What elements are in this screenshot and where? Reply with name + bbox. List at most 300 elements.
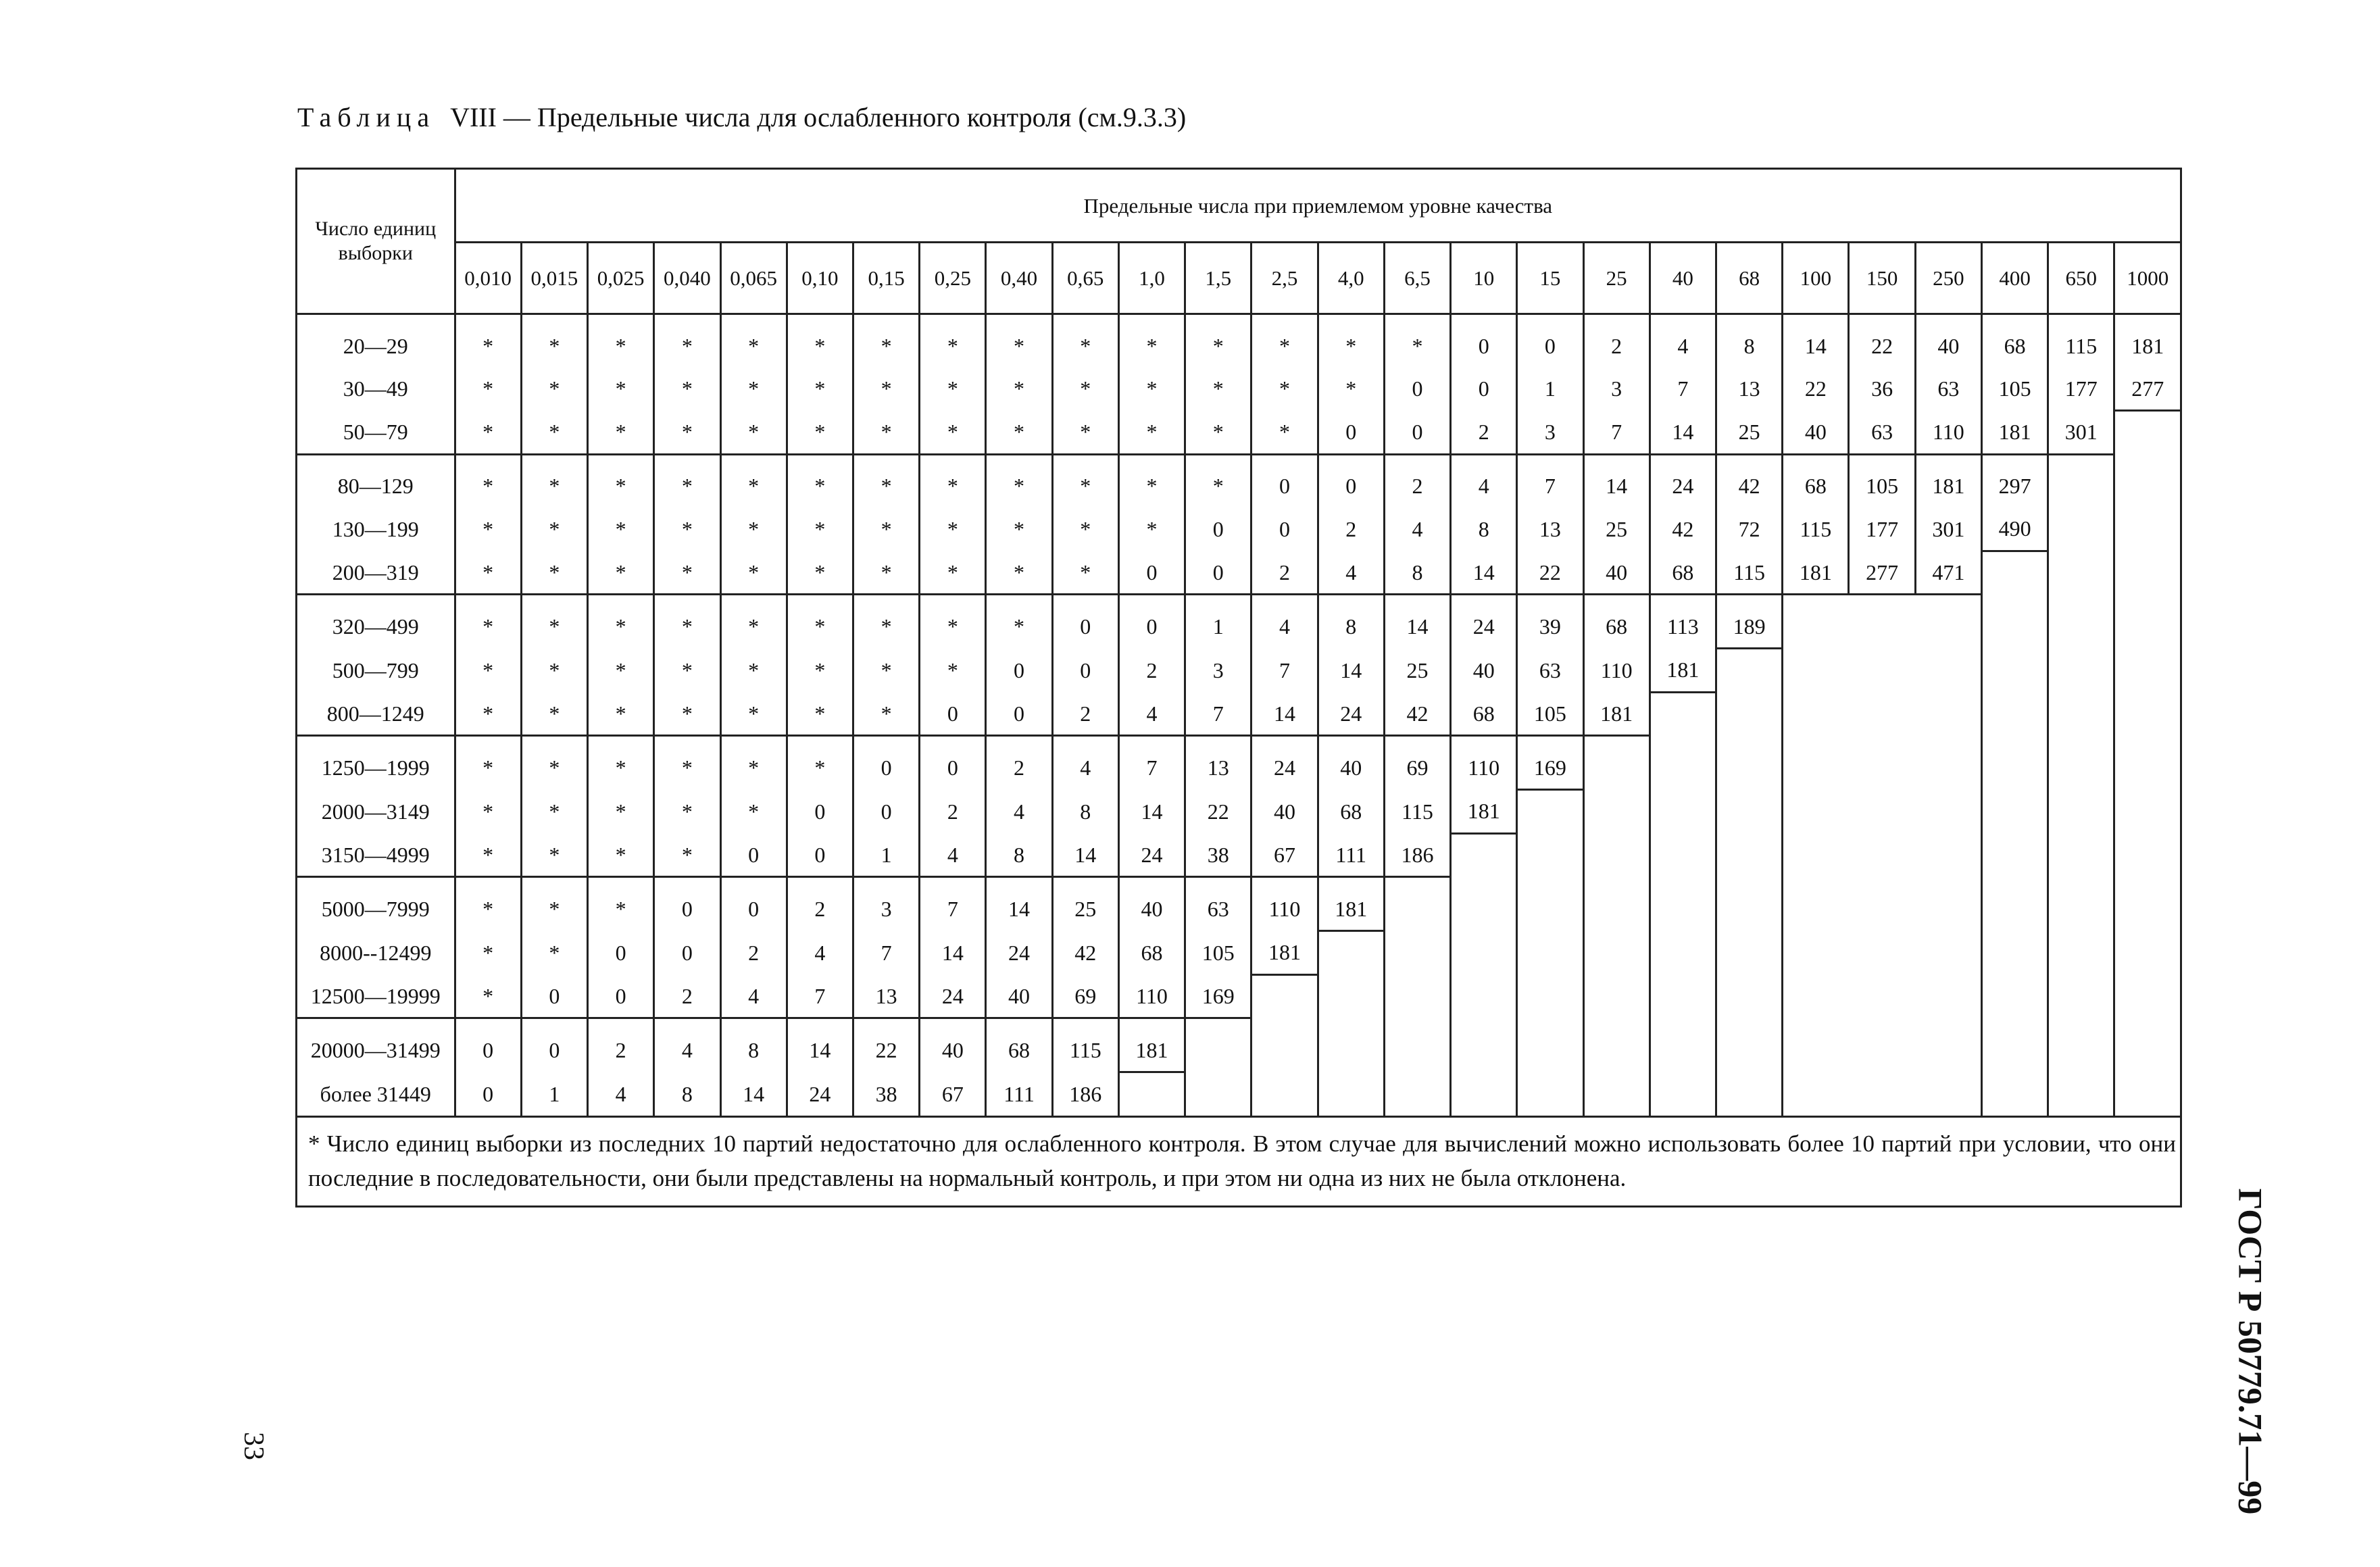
limit-number-cell: * [521, 367, 587, 411]
limit-number-cell: * [521, 454, 587, 507]
aql-level: 1000 [2114, 243, 2181, 314]
limit-number-cell: * [787, 454, 853, 507]
limit-number-cell: * [521, 551, 587, 595]
table-row [297, 931, 2181, 975]
aql-level: 25 [1583, 243, 1650, 314]
limit-number-cell: 24 [1318, 692, 1384, 736]
limit-number-cell: 24 [1251, 736, 1318, 790]
limit-number-cell: * [1185, 367, 1251, 411]
limit-number-cell: * [1251, 411, 1318, 455]
limit-number-cell: 3 [1185, 649, 1251, 693]
limit-number-cell: * [720, 314, 787, 368]
limit-number-cell: 181 [1981, 411, 2048, 455]
limit-number-cell: 105 [1517, 692, 1583, 736]
limit-number-cell: 0 [1052, 649, 1118, 693]
limit-number-cell: * [986, 411, 1052, 455]
limit-number-cell: * [654, 507, 720, 551]
limit-number-cell: * [455, 454, 521, 507]
limit-number-cell: 2 [1384, 454, 1450, 507]
limit-number-cell: * [1052, 551, 1118, 595]
limit-number-cell: 177 [1849, 507, 1915, 551]
limit-number-cell: 67 [1251, 833, 1318, 877]
limit-number-cell: * [720, 551, 787, 595]
limit-number-cell: 14 [1052, 833, 1118, 877]
limit-number-cell: * [920, 411, 986, 455]
limit-number-cell: 0 [1251, 507, 1318, 551]
aql-level: 400 [1981, 243, 2048, 314]
limit-number-cell: 181 [2114, 314, 2181, 368]
limit-number-cell: 181 [1251, 931, 1318, 975]
limit-number-cell: 13 [1185, 736, 1251, 790]
limit-number-cell: * [1318, 367, 1384, 411]
limit-number-cell: * [853, 649, 919, 693]
limit-number-cell: 14 [1251, 692, 1318, 736]
limit-number-cell: * [455, 974, 521, 1018]
limit-number-cell: * [720, 507, 787, 551]
limit-number-cell: 0 [1517, 314, 1583, 368]
table-row [297, 411, 2181, 455]
limit-number-cell: * [455, 649, 521, 693]
limit-number-cell: 24 [920, 974, 986, 1018]
standard-id [2210, 1162, 2291, 1541]
sample-size-cell: 80—129 [297, 454, 455, 507]
limit-number-cell: * [654, 367, 720, 411]
aql-level: 1,0 [1118, 243, 1185, 314]
limit-number-cell: 115 [1783, 507, 1849, 551]
limit-number-cell: * [1118, 454, 1185, 507]
limit-number-cell: 0 [1318, 411, 1384, 455]
limit-number-cell: * [986, 314, 1052, 368]
limit-number-cell: 7 [853, 931, 919, 975]
limit-number-cell: 0 [853, 790, 919, 834]
limit-number-cell: 0 [1251, 454, 1318, 507]
limit-number-cell: * [521, 314, 587, 368]
limit-number-cell: * [588, 507, 654, 551]
aql-level: 0,015 [521, 243, 587, 314]
limit-number-cell: * [521, 649, 587, 693]
limit-number-cell: 8 [1716, 314, 1783, 368]
limit-number-cell: 13 [1517, 507, 1583, 551]
limit-number-cell: 277 [1849, 551, 1915, 595]
limit-number-cell: 2 [1583, 314, 1650, 368]
limit-number-cell: 4 [1650, 314, 1716, 368]
limit-number-cell: * [588, 790, 654, 834]
limit-number-cell: * [787, 367, 853, 411]
table-row [297, 314, 2181, 368]
limit-number-cell: 0 [521, 1018, 587, 1072]
limit-number-cell: 14 [920, 931, 986, 975]
table-row [297, 1018, 2181, 1072]
limit-number-cell: 7 [1650, 367, 1716, 411]
table-row [297, 1072, 2181, 1117]
limit-number-cell: 22 [1783, 367, 1849, 411]
limit-number-cell: 181 [1783, 551, 1849, 595]
limit-number-cell: 13 [1716, 367, 1783, 411]
sample-size-cell: 5000—7999 [297, 877, 455, 931]
limit-number-cell: 2 [1052, 692, 1118, 736]
limit-number-cell: * [787, 551, 853, 595]
limit-number-cell: * [720, 649, 787, 693]
limit-number-cell: * [654, 411, 720, 455]
limit-number-cell: * [588, 551, 654, 595]
limit-number-cell: * [654, 551, 720, 595]
limit-number-cell: * [455, 507, 521, 551]
limit-number-cell: 7 [1583, 411, 1650, 455]
limit-number-cell: 63 [1185, 877, 1251, 931]
limit-number-cell: * [521, 833, 587, 877]
limit-number-cell: 0 [920, 692, 986, 736]
limit-number-cell: 111 [986, 1072, 1052, 1117]
limit-number-cell: 63 [1915, 367, 1981, 411]
limit-number-cell: 14 [1318, 649, 1384, 693]
limit-number-cell: 42 [1384, 692, 1450, 736]
limit-number-cell: * [986, 367, 1052, 411]
limit-number-cell: 67 [920, 1072, 986, 1117]
limit-number-cell: 13 [853, 974, 919, 1018]
sample-size-cell: 3150—4999 [297, 833, 455, 877]
limit-number-cell: 111 [1318, 833, 1384, 877]
limit-number-cell: 8 [1451, 507, 1517, 551]
limit-number-cell: * [521, 877, 587, 931]
limit-number-cell: 177 [2048, 367, 2114, 411]
aql-level: 4,0 [1318, 243, 1384, 314]
limit-number-cell: 24 [1118, 833, 1185, 877]
limit-number-cell: 4 [1318, 551, 1384, 595]
limit-number-cell: * [455, 692, 521, 736]
limit-number-cell: 14 [1451, 551, 1517, 595]
limit-number-cell: * [920, 454, 986, 507]
limit-number-cell: 0 [521, 974, 587, 1018]
aql-level: 150 [1849, 243, 1915, 314]
caption-label: Таблица [297, 102, 436, 132]
limit-number-cell: * [455, 931, 521, 975]
limit-number-cell: 115 [2048, 314, 2114, 368]
limit-number-cell: 68 [1451, 692, 1517, 736]
limit-number-cell: 68 [1650, 551, 1716, 595]
limit-number-cell: 0 [787, 833, 853, 877]
table-row [297, 649, 2181, 693]
limit-number-cell: * [787, 736, 853, 790]
limit-number-cell: 63 [1849, 411, 1915, 455]
limit-number-cell: 301 [1915, 507, 1981, 551]
limit-number-cell: 68 [1318, 790, 1384, 834]
limit-number-cell: * [521, 595, 587, 649]
limit-number-cell: * [1384, 314, 1450, 368]
limit-number-cell: 186 [1052, 1072, 1118, 1117]
limit-number-cell: * [920, 551, 986, 595]
aql-level: 0,065 [720, 243, 787, 314]
limit-number-cell: 181 [1583, 692, 1650, 736]
limit-number-cell: 490 [1981, 507, 2048, 551]
limit-number-cell: 72 [1716, 507, 1783, 551]
limit-number-cell: * [853, 411, 919, 455]
limit-number-cell: * [654, 454, 720, 507]
limit-number-cell: * [853, 454, 919, 507]
limit-number-cell: 25 [1716, 411, 1783, 455]
limit-number-cell: 2 [588, 1018, 654, 1072]
limit-number-cell: * [1052, 411, 1118, 455]
limit-number-cell: 42 [1052, 931, 1118, 975]
limit-number-cell: 189 [1716, 595, 1783, 649]
limit-number-cell: * [720, 454, 787, 507]
limit-number-cell: * [1251, 314, 1318, 368]
limit-number-cell: 0 [787, 790, 853, 834]
sample-size-cell: 12500—19999 [297, 974, 455, 1018]
caption-title: VIII — Предельные числа для ослабленного контроля (см.9.3.3) [450, 102, 1187, 132]
table-row [297, 454, 2181, 507]
limit-number-cell: 25 [1583, 507, 1650, 551]
limit-number-cell: 63 [1517, 649, 1583, 693]
table-row [297, 692, 2181, 736]
aql-header: Предельные числа при приемлемом уровне качества [455, 169, 2181, 243]
limit-number-cell: 24 [1650, 454, 1716, 507]
limit-number-cell: 115 [1716, 551, 1783, 595]
sample-size-cell: 20000—31499 [297, 1018, 455, 1072]
limit-number-cell: 68 [1981, 314, 2048, 368]
limit-number-cell: 0 [588, 974, 654, 1018]
limit-number-cell: * [720, 790, 787, 834]
limit-number-cell: 8 [986, 833, 1052, 877]
limit-number-cell: * [720, 595, 787, 649]
limit-number-cell: 110 [1451, 736, 1517, 790]
limit-number-cell: * [787, 649, 853, 693]
limit-number-cell: * [920, 595, 986, 649]
table-row [297, 877, 2181, 931]
limit-number-cell: 0 [1451, 314, 1517, 368]
limit-number-cell: * [521, 411, 587, 455]
limit-number-cell: * [521, 507, 587, 551]
limit-number-cell: 0 [1384, 411, 1450, 455]
limit-number-cell: 8 [1052, 790, 1118, 834]
limit-number-cell: 2 [654, 974, 720, 1018]
limit-number-cell: 69 [1384, 736, 1450, 790]
limit-number-cell: * [588, 833, 654, 877]
aql-level: 650 [2048, 243, 2114, 314]
limit-number-cell: 0 [1118, 595, 1185, 649]
limit-number-cell: * [588, 314, 654, 368]
limit-number-cell: * [654, 736, 720, 790]
limit-number-cell: * [588, 595, 654, 649]
limit-number-cell: 38 [853, 1072, 919, 1117]
limit-number-cell: 2 [920, 790, 986, 834]
limit-number-cell: 115 [1384, 790, 1450, 834]
limit-number-cell: * [986, 507, 1052, 551]
aql-level: 1,5 [1185, 243, 1251, 314]
sample-size-cell: 30—49 [297, 367, 455, 411]
limit-number-cell: 38 [1185, 833, 1251, 877]
limit-number-cell: 68 [1118, 931, 1185, 975]
table-row [297, 367, 2181, 411]
limit-number-cell: * [455, 551, 521, 595]
limit-number-cell: 181 [1915, 454, 1981, 507]
limit-number-cell: * [521, 692, 587, 736]
limit-number-cell: * [455, 411, 521, 455]
aql-level: 0,025 [588, 243, 654, 314]
limit-number-cell: * [920, 314, 986, 368]
aql-level: 0,40 [986, 243, 1052, 314]
aql-level: 0,010 [455, 243, 521, 314]
limit-number-cell: 40 [1251, 790, 1318, 834]
limit-number-cell: 181 [1650, 649, 1716, 693]
limit-number-cell: 110 [1251, 877, 1318, 931]
limit-number-cell: 0 [720, 877, 787, 931]
limit-number-cell: * [853, 551, 919, 595]
limit-number-cell: 4 [720, 974, 787, 1018]
aql-level: 100 [1783, 243, 1849, 314]
limit-number-cell: 0 [1318, 454, 1384, 507]
aql-level: 68 [1716, 243, 1783, 314]
limit-number-cell: 8 [1384, 551, 1450, 595]
limit-number-cell: 8 [720, 1018, 787, 1072]
limit-number-cell: 0 [720, 833, 787, 877]
limit-number-cell: 14 [720, 1072, 787, 1117]
limit-number-cell: 2 [986, 736, 1052, 790]
limit-number-cell: * [1185, 411, 1251, 455]
aql-level: 0,15 [853, 243, 919, 314]
limit-number-cell: * [654, 595, 720, 649]
limit-number-cell: 0 [1185, 507, 1251, 551]
table-row [297, 833, 2181, 877]
limit-number-cell: 14 [787, 1018, 853, 1072]
limit-number-cell: 7 [1251, 649, 1318, 693]
limit-number-cell: * [853, 692, 919, 736]
page-number-text: 33 [238, 1432, 269, 1460]
limit-number-cell: * [787, 411, 853, 455]
limit-number-cell: 8 [1318, 595, 1384, 649]
limit-number-cell: 471 [1915, 551, 1981, 595]
limit-number-cell: * [588, 692, 654, 736]
limit-number-cell: 36 [1849, 367, 1915, 411]
limit-number-cell: 40 [1451, 649, 1517, 693]
limit-number-cell: 186 [1384, 833, 1450, 877]
sample-size-cell: 20—29 [297, 314, 455, 368]
aql-level: 0,040 [654, 243, 720, 314]
limit-number-cell: 40 [1783, 411, 1849, 455]
limit-number-cell: * [588, 877, 654, 931]
limit-number-cell: 25 [1052, 877, 1118, 931]
limit-number-cell: 277 [2114, 367, 2181, 411]
sample-size-cell: 2000—3149 [297, 790, 455, 834]
limit-number-cell: 2 [720, 931, 787, 975]
sample-size-cell: 800—1249 [297, 692, 455, 736]
sample-size-cell: 130—199 [297, 507, 455, 551]
limit-number-cell: 105 [1849, 454, 1915, 507]
table-row [297, 974, 2181, 1018]
limit-number-cell: 68 [986, 1018, 1052, 1072]
limit-number-cell: * [853, 507, 919, 551]
limit-number-cell: 4 [1451, 454, 1517, 507]
limit-number-cell: * [588, 649, 654, 693]
limit-number-cell: 0 [986, 649, 1052, 693]
sample-size-cell: 50—79 [297, 411, 455, 455]
limit-number-cell: 22 [1185, 790, 1251, 834]
limit-number-cell: 0 [654, 877, 720, 931]
aql-level: 2,5 [1251, 243, 1318, 314]
table-footnote: * Число единиц выборки из последних 10 партий недостаточно для ослабленного контроля. В этом случае для вычислений можно использовать более 10 партий при условии, что они последние в последовательности, они были представлены на нормальный контроль, и при этом ни одна из них не была отклонена. [297, 1117, 2181, 1207]
limit-number-cell: 3 [853, 877, 919, 931]
limit-number-cell: 24 [986, 931, 1052, 975]
limit-number-cell: 7 [1517, 454, 1583, 507]
limit-number-cell: 0 [920, 736, 986, 790]
limit-numbers-table [295, 168, 2182, 1208]
limit-number-cell: 2 [1118, 649, 1185, 693]
limit-number-cell: * [920, 507, 986, 551]
limit-number-cell: * [654, 833, 720, 877]
limit-number-cell: 4 [1251, 595, 1318, 649]
limit-number-cell: * [787, 595, 853, 649]
limit-number-cell: * [588, 736, 654, 790]
limit-number-cell: 0 [986, 692, 1052, 736]
aql-level: 0,10 [787, 243, 853, 314]
limit-number-cell: 22 [1517, 551, 1583, 595]
limit-number-cell: * [1118, 411, 1185, 455]
limit-number-cell: 40 [1118, 877, 1185, 931]
limit-number-cell: 7 [1185, 692, 1251, 736]
sample-size-header: Число единиц выборки [297, 169, 455, 314]
table-row [297, 595, 2181, 649]
limit-number-cell: * [787, 692, 853, 736]
limit-number-cell: 40 [1583, 551, 1650, 595]
table-row [297, 551, 2181, 595]
limit-number-cell: 3 [1517, 411, 1583, 455]
limit-number-cell: * [720, 411, 787, 455]
limit-number-cell: * [1118, 314, 1185, 368]
limit-number-cell: * [720, 692, 787, 736]
table-row [297, 736, 2181, 790]
limit-number-cell: 0 [654, 931, 720, 975]
limit-number-cell: * [521, 736, 587, 790]
limit-number-cell: * [986, 595, 1052, 649]
limit-number-cell: 8 [654, 1072, 720, 1117]
limit-number-cell: * [588, 411, 654, 455]
limit-number-cell: 3 [1583, 367, 1650, 411]
limit-number-cell: 0 [588, 931, 654, 975]
limit-number-cell: * [654, 790, 720, 834]
limit-number-cell: 14 [1783, 314, 1849, 368]
limit-number-cell: 0 [1384, 367, 1450, 411]
limit-number-cell: 1 [1185, 595, 1251, 649]
aql-level: 40 [1650, 243, 1716, 314]
limit-number-cell: 24 [787, 1072, 853, 1117]
limit-number-cell: 2 [1251, 551, 1318, 595]
aql-level: 10 [1451, 243, 1517, 314]
limit-number-cell: * [654, 314, 720, 368]
limit-number-cell: 181 [1118, 1018, 1185, 1072]
limit-number-cell: * [588, 367, 654, 411]
limit-number-cell: 4 [1384, 507, 1450, 551]
limit-number-cell: 2 [1451, 411, 1517, 455]
limit-number-cell: * [853, 595, 919, 649]
limit-number-cell: 1 [853, 833, 919, 877]
limit-number-cell: * [920, 649, 986, 693]
page-number [233, 1419, 274, 1473]
limit-number-cell: 105 [1185, 931, 1251, 975]
limit-number-cell: 169 [1185, 974, 1251, 1018]
limit-number-cell: 0 [853, 736, 919, 790]
limit-number-cell: 4 [1052, 736, 1118, 790]
limit-number-cell: 2 [787, 877, 853, 931]
aql-level: 250 [1915, 243, 1981, 314]
limit-number-cell: 0 [1451, 367, 1517, 411]
table-row [297, 507, 2181, 551]
limit-number-cell: 297 [1981, 454, 2048, 507]
limit-number-cell: 25 [1384, 649, 1450, 693]
aql-level: 0,65 [1052, 243, 1118, 314]
limit-number-cell: 0 [455, 1072, 521, 1117]
limit-number-cell: * [521, 931, 587, 975]
limit-number-cell: * [1052, 507, 1118, 551]
limit-number-cell: * [1118, 507, 1185, 551]
